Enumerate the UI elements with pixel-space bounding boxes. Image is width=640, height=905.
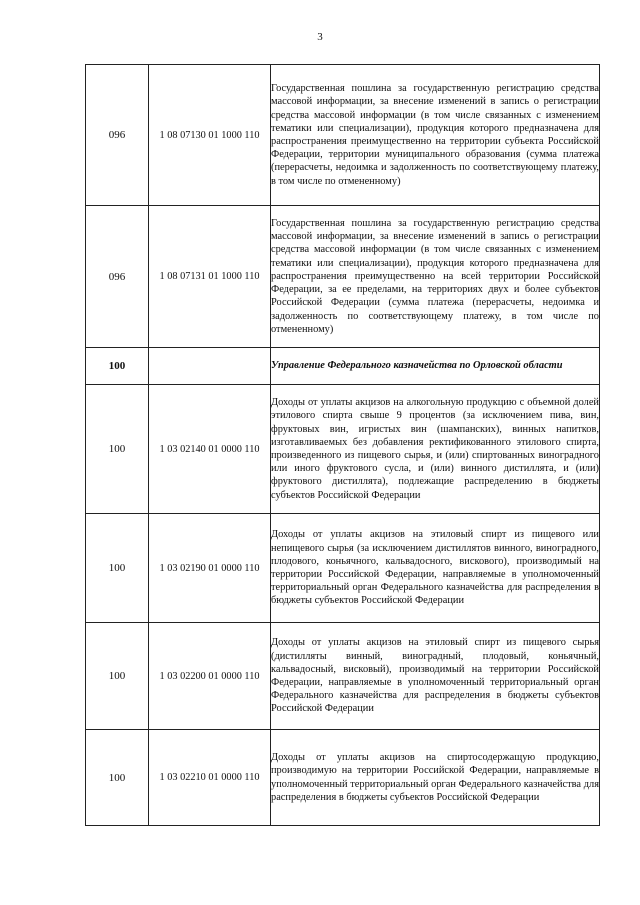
- kbk-code-cell: 1 08 07131 01 1000 110: [149, 206, 271, 348]
- kbk-code-cell: 1 08 07130 01 1000 110: [149, 65, 271, 206]
- description-cell: Доходы от уплаты акцизов на этиловый спирт из пищевого сырья (дистилляты винный, виноградный, плодовый, коньячный, кальвадосный, висковый), производимый на территории Российской Федерации, направляемые в уполномоченный территориальный орган Федерального казначейства для распределения в бюджеты субъектов Российской Федерации: [271, 623, 600, 730]
- admin-code-cell: 100: [86, 348, 149, 385]
- kbk-code-cell: 1 03 02190 01 0000 110: [149, 514, 271, 623]
- section-header-row: [86, 348, 600, 385]
- description-cell: Доходы от уплаты акцизов на алкогольную продукцию с объемной долей этилового спирта свыше 9 процентов (за исключением пива, вин, фруктовых вин, игристых вин (шампанских), винных напитков, изготавливаемых без добавления ректификованного этилового спирта, произведенного из пищевого сырья, и (или) спиртованных виноградного или иного фруктового сусла, и (или) винного дистиллята, и (или) фруктового дистиллята), подлежащие распределению в бюджеты субъектов Российской Федерации: [271, 385, 600, 514]
- description-cell: Государственная пошлина за государственную регистрацию средства массовой информации, за внесение изменений в запись о регистрации средства массовой информации (в том числе связанных с изменением тематики или специализации), продукция которого предназначена для распространения преимущественно на всей территории Российской Федерации, за ее пределами, на территориях двух и более субъектов Российской Федерации (сумма платежа (перерасчеты, недоимка и задолженность по соответствующему платежу, в том числе по отмененному): [271, 206, 600, 348]
- table-row: [86, 623, 600, 730]
- description-cell: Доходы от уплаты акцизов на спиртосодержащую продукцию, производимую на территории Российской Федерации, направляемые в уполномоченный территориальный орган Федерального казначейства для распределения в бюджеты субъектов Российской Федерации: [271, 730, 600, 826]
- kbk-code-cell: 1 03 02200 01 0000 110: [149, 623, 271, 730]
- budget-classification-table: [85, 64, 600, 826]
- table-row: [86, 65, 600, 206]
- table-row: [86, 514, 600, 623]
- admin-code-cell: 100: [86, 623, 149, 730]
- kbk-code-cell: 1 03 02140 01 0000 110: [149, 385, 271, 514]
- description-cell: Доходы от уплаты акцизов на этиловый спирт из пищевого или непищевого сырья (за исключением дистиллятов винного, виноградного, плодового, коньячного, кальвадосного, вискового), производимый на территории Российской Федерации, направляемые в уполномоченный территориальный орган Федерального казначейства для распределения в бюджеты субъектов Российской Федерации: [271, 514, 600, 623]
- kbk-code-cell: 1 03 02210 01 0000 110: [149, 730, 271, 826]
- admin-code-cell: 100: [86, 514, 149, 623]
- admin-code-cell: 100: [86, 730, 149, 826]
- admin-code-cell: 100: [86, 385, 149, 514]
- kbk-code-cell: [149, 348, 271, 385]
- table-row: [86, 385, 600, 514]
- table-row: [86, 730, 600, 826]
- table-row: [86, 206, 600, 348]
- section-title-cell: Управление Федерального казначейства по Орловской области: [271, 348, 600, 385]
- page-number: 3: [317, 31, 323, 43]
- admin-code-cell: 096: [86, 206, 149, 348]
- table-body: [86, 65, 600, 826]
- admin-code-cell: 096: [86, 65, 149, 206]
- description-cell: Государственная пошлина за государственную регистрацию средства массовой информации, за внесение изменений в запись о регистрации средства массовой информации (в том числе связанных с изменением тематики или специализации), продукция которого предназначена для распространения преимущественно на территории субъекта Российской Федерации, территории муниципального образования (сумма платежа (перерасчеты, недоимка и задолженность по соответствующему платежу, в том числе по отмененному): [271, 65, 600, 206]
